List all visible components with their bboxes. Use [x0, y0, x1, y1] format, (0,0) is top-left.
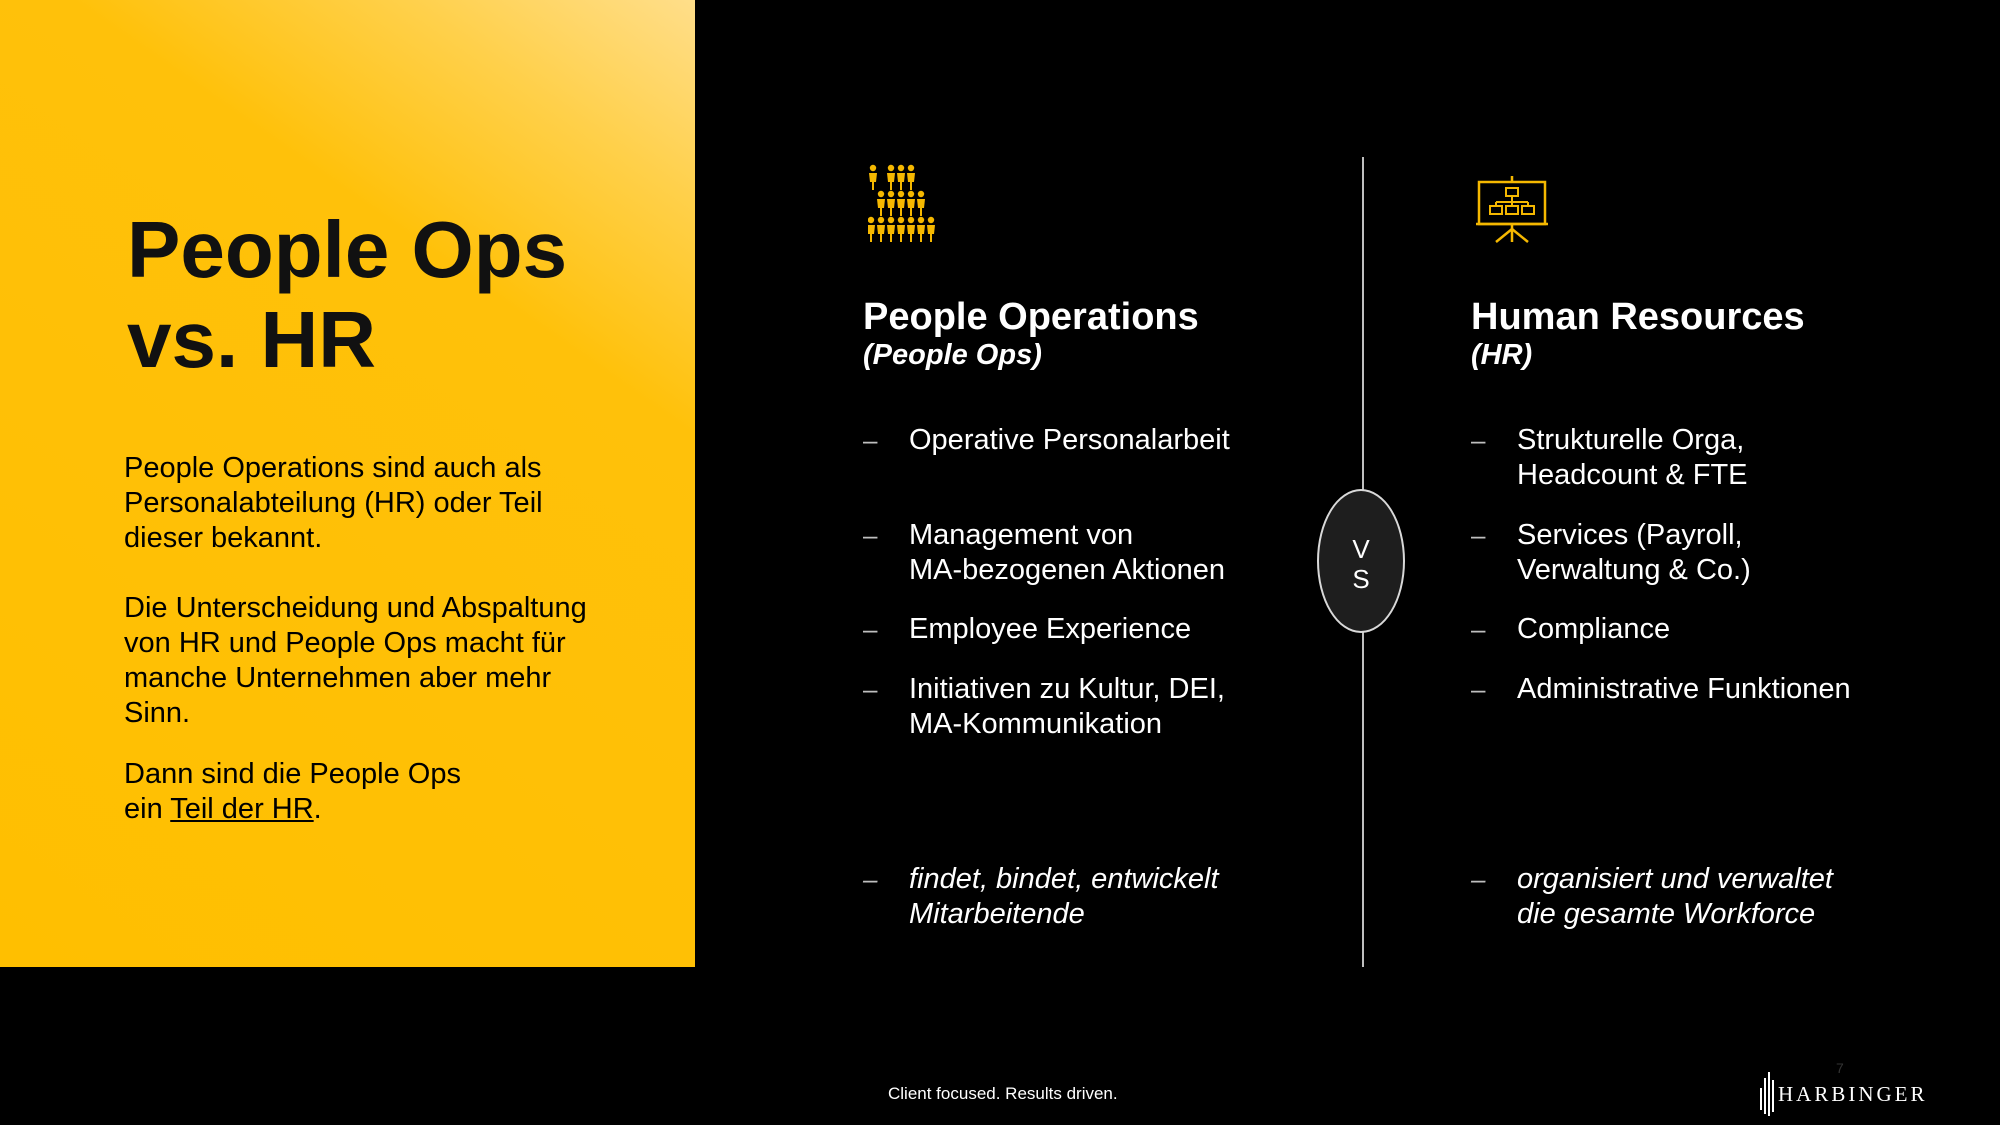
bullet-line: die gesamte Workforce [1517, 898, 1816, 930]
people-ops-heading: People Operations [863, 296, 1199, 338]
bullet-line: Compliance [1517, 613, 1671, 645]
hr-subheading: (HR) [1471, 339, 1533, 371]
bullet-dash: – [1471, 520, 1486, 550]
bullet-line: MA-bezogenen Aktionen [909, 554, 1225, 586]
hr-item-2 [1471, 518, 1751, 588]
vs-letter-s: S [1352, 564, 1370, 594]
bullet-line: MA-Kommunikation [909, 708, 1163, 740]
bullet-line: findet, bindet, entwickelt [909, 863, 1219, 895]
intro-paragraph-1: People Operations sind auch als Personalabteilung (HR) oder Teil dieser bekannt. [124, 452, 543, 554]
intro-p3-line1: Dann sind die People Ops [124, 758, 461, 790]
intro-paragraph-3 [124, 757, 604, 827]
intro-paragraph-2: Die Unterscheidung und Abspaltung von HR und People Ops macht für manche Unternehmen aber mehr Sinn. [124, 592, 587, 729]
vs-letter-v: V [1352, 534, 1370, 564]
people-ops-subheading: (People Ops) [863, 339, 1042, 371]
people-ops-item-3 [863, 612, 1192, 647]
vs-badge [1317, 489, 1405, 633]
intro-p3-pre: ein [124, 793, 171, 825]
bullet-dash: – [863, 864, 878, 894]
title-line-2: vs. HR [127, 295, 376, 384]
footer-tagline: Client focused. Results driven. [888, 1084, 1118, 1103]
hr-summary [1471, 862, 1833, 932]
teil-der-hr-link[interactable]: Teil der HR [170, 793, 314, 825]
intro-p3-post: . [313, 793, 322, 825]
hr-item-1 [1471, 423, 1748, 493]
bullet-line: organisiert und verwaltet [1517, 863, 1833, 895]
harbinger-logo-text: HARBINGER [1778, 1082, 1928, 1106]
page-number: 7 [1836, 1060, 1844, 1076]
hr-heading: Human Resources [1471, 296, 1805, 338]
bullet-line: Services (Payroll, [1517, 519, 1743, 551]
bullet-line: Headcount & FTE [1517, 459, 1748, 491]
bullet-line: Management von [909, 519, 1134, 551]
people-pyramid-icon [868, 164, 948, 252]
bullet-line: Initiativen zu Kultur, DEI, [909, 673, 1225, 705]
bullet-line: Administrative Funktionen [1517, 673, 1851, 705]
hr-item-4 [1471, 672, 1851, 707]
title-line-1: People Ops [127, 205, 568, 294]
org-chart-presentation-icon [1476, 174, 1548, 244]
bullet-line: Strukturelle Orga, [1517, 424, 1745, 456]
bullet-dash: – [863, 674, 878, 704]
left-panel [0, 0, 695, 967]
bullet-dash: – [863, 614, 878, 644]
bullet-dash: – [1471, 864, 1486, 894]
bullet-line: Employee Experience [909, 613, 1192, 645]
bullet-dash: – [863, 520, 878, 550]
hr-item-3 [1471, 612, 1671, 647]
people-ops-summary [863, 862, 1219, 932]
bullet-dash: – [1471, 674, 1486, 704]
bullet-dash: – [863, 425, 878, 455]
people-ops-item-4 [863, 672, 1225, 742]
slide-title [127, 205, 567, 385]
people-ops-item-2 [863, 518, 1225, 588]
bullet-dash: – [1471, 425, 1486, 455]
bullet-line: Mitarbeitende [909, 898, 1085, 930]
people-ops-item-1 [863, 423, 1230, 458]
bullet-dash: – [1471, 614, 1486, 644]
bullet-line: Operative Personalarbeit [909, 424, 1230, 456]
bullet-line: Verwaltung & Co.) [1517, 554, 1751, 586]
